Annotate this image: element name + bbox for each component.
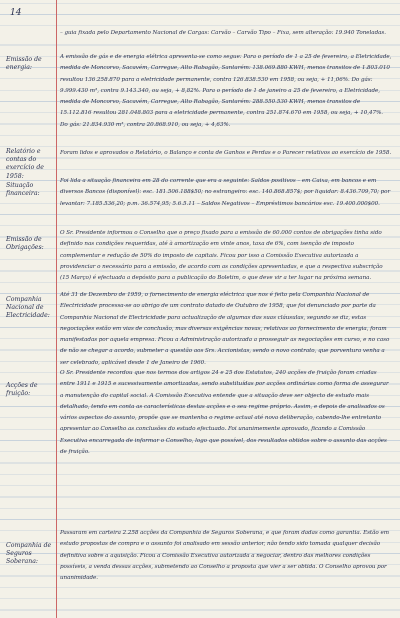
entry-text: Foi lida a situação financeira em 28 do corrente que era a seguinte: Saldos positivos – em Caixa, em bancos e em diversos Bancos (disponível): esc. 181.506.188$50; no estrangeiro: esc. 140.868.857$; por liquidar: 8.436.709,70; por levantar: 7.185.536,20; p.m. 36.574,95; 5.6.5.11 – Saldos Negativos – Empréstimos bancários esc. 19.400.000$00. xyxy=(60,178,391,207)
entry-text: A emissão de gás e de energia elétrica apresenta-se como segue: Para o período de 1 a 25 de fevereiro, a Eletricidade, medida de Moncorvo, Sacavém, Carregue, Alto Rabagão, Santarém: 138.069.880 KWH, menos transitos de 1.803.010 resultou 136.258.870 para a eletricidade permanente, contra 126.838.530 em 1958, ou seja, + 11,06%. Do gás: 9.999.430 m³, contra 9.143.340, ou seja, + 8,82%. Para o período de 1 de janeiro a 25 de fevereiro, a Eletricidade, medida de Moncorvo, Sacavém, Carregue, Alto Rabagão, Santarém: 288.550.530 KWH, menos transitos de 15.112.816 resultou 281.048.803 para a eletricidade permanente, contra 251.874.670 em 1958, ou seja, + 10,47%. Do gás: 21.834.930 m³, contra 20.868.910, ou seja, + 4,63%. xyxy=(60,54,392,128)
entry-heading: Acções de fruição: xyxy=(6,382,38,398)
page-number: 14 xyxy=(10,8,22,18)
entry-text: – guia fixada pelo Departamento Nacional de Cargas: Carvão – Carvão Tipo – Fixa, sem alteração: 19.940 Toneladas. xyxy=(60,30,386,36)
entry-text: Foram lidos e aprovados o Relatório, o Balanço e conta de Ganhos e Perdas e o Parecer relativos ao exercício de 1958. xyxy=(60,150,392,156)
entry-text: O Sr. Presidente recordou que nos termos dos artigos 24 e 25 dos Estatutos, 240 acções de fruição foram criadas entre 1911 e 1915 e sucessivamente amortizadas, sendo substituídas por acções ordinárias como forma de assegurar a manutenção do capital social. A Comissão Executiva entende que a situação deve ser objecto de estudo mais detalhado, tendo em conta as características destas acções e o seu regime próprio. Assim, e depois de analisados os vários aspectos do assunto, propõe que se mantenha o regime actual até nova deliberação, cabendo-lhe entretanto apresentar ao Conselho as conclusões do estudo efectuado. Foi unanimemente aprovado, ficando a Comissão Executiva encarregada de informar o Conselho, logo que possível, dos resultados obtidos sobre o assunto das acções de fruição. xyxy=(60,370,389,456)
entry-text: O Sr. Presidente informou o Conselho que o preço fixado para a emissão de 60.000 contos de obrigações tinha sido definido nas condições requeridas, até à amortização em vinte anos, taxa de 6%, com isenção de imposto complementar e redução de 50% do imposto de capitais. Ficou por isso a Comissão Executiva autorizada a providenciar o necessário para a emissão, de acordo com as condições apresentadas, e que a respectiva subscrição (15 Março) é efectuada a depósito para a publicação do Boletim, o que deve vir a ter lugar na próxima semana. xyxy=(60,230,383,282)
entry-heading: Relatório e contas do exercício de 1958: xyxy=(6,148,44,180)
entry-heading: Situação financeira: xyxy=(6,182,40,198)
entry-heading: Companhia Nacional de Electricidade: xyxy=(6,296,50,320)
entry-text: Passaram em carteira 2.258 acções da Companhia de Seguros Soberana, e que foram dadas como garantia. Estão em estudo propostas de compra e o assunto foi analisado em sessão anterior, não tendo sido tomada qualquer decisão definitiva sobre a aquisição. Ficou a Comissão Executiva autorizada a negociar, dentro das melhores condições possíveis, a venda dessas acções, submetendo ao Conselho a proposta que vier a ser obtida. O Conselho aprovou por unanimidade. xyxy=(60,530,389,582)
entry-heading: Companhia de Seguros Soberana: xyxy=(6,542,52,566)
entry-heading: Emissão de energia: xyxy=(6,56,42,72)
entry-heading: Emissão de Obrigações: xyxy=(6,236,44,252)
margin-rule xyxy=(56,0,57,618)
entry-text: Até 31 de Dezembro de 1959, o fornecimento de energia eléctrica que nos é feito pela Companhia Nacional de Electricidade processa-se ao abrigo de um contrato datado de Outubro de 1958, que foi denunciado por parte da Companhia Nacional de Electricidade para actualização de algumas das suas cláusulas, segundo se diz, estas negociações estão em vias de conclusão, mas diversas exigências novas, relativas ao fornecimento de energia, foram manifestadas por aquela empresa. Ficou a Administração autorizada a prosseguir as negociações em curso, e no caso de não se chegar a acordo, submeter a questão aos Srs. Accionistas, sendo o novo contrato, que porventura venha a ser celebrado, aplicável desde 1 de Janeiro de 1960. xyxy=(60,292,390,366)
